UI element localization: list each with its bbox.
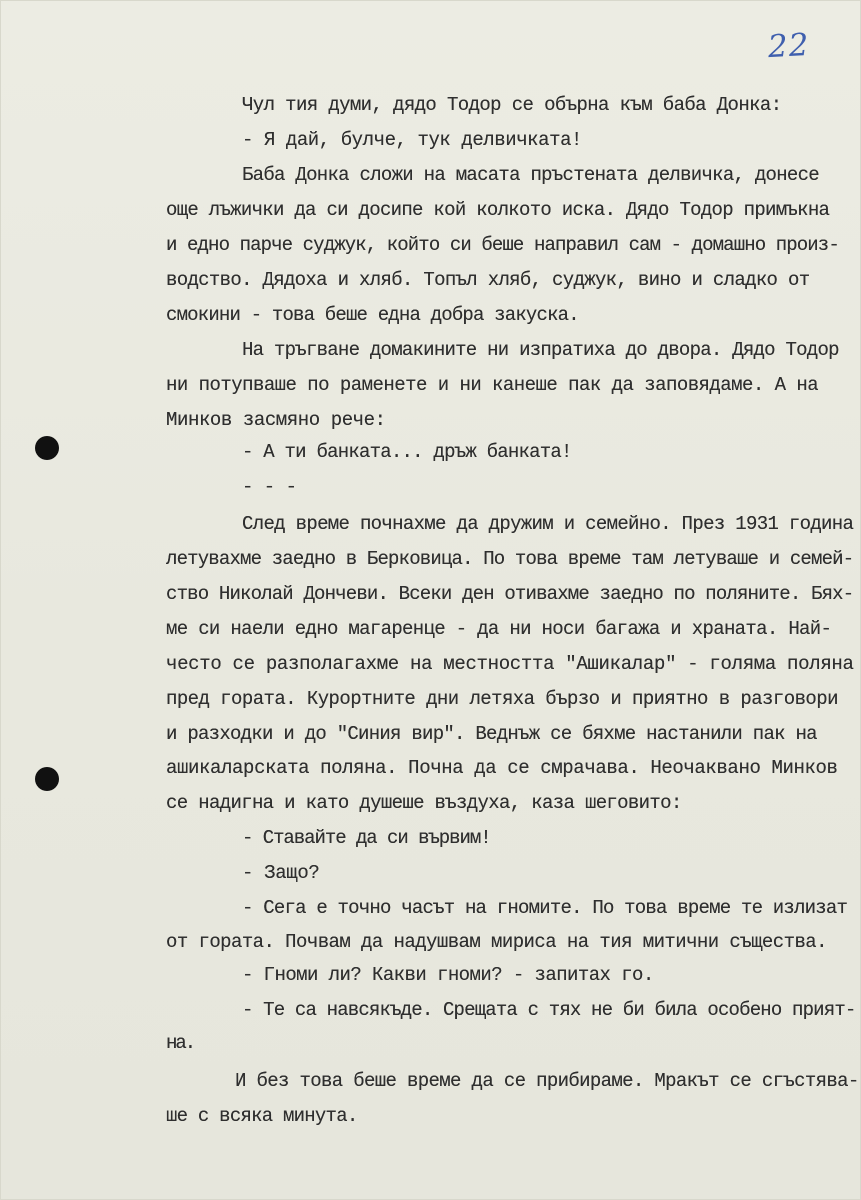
text-line: След време почнахме да дружим и семейно. През 1931 година [242, 513, 854, 535]
text-line: - Сега е точно часът на гномите. По това време те излизат [242, 897, 848, 919]
text-line: - Гноми ли? Какви гноми? - запитах го. [242, 964, 654, 986]
text-line: И без това беше време да се прибираме. Мракът се сгъстява- [235, 1070, 859, 1092]
text-line: ство Николай Дончеви. Всеки ден отивахме заедно по поляните. Бях- [166, 583, 854, 605]
text-line: - - - [242, 476, 297, 498]
text-line: ме си наели едно магаренце - да ни носи багажа и храната. Най- [166, 618, 832, 640]
text-line: ашикаларската поляна. Почна да се смрачава. Неочаквано Минков [166, 757, 838, 779]
text-line: се надигна и като душеше въздуха, каза шеговито: [166, 792, 682, 814]
text-line: Чул тия думи, дядо Тодор се обърна към баба Донка: [242, 94, 782, 116]
page-number: 22 [767, 26, 811, 66]
text-line: и едно парче суджук, който си беше направил сам - домашно произ- [166, 234, 839, 256]
text-line: летувахме заедно в Берковица. По това време там летуваше и семей- [166, 548, 854, 570]
text-line: Баба Донка сложи на масата пръстената делвичка, донесе [242, 164, 819, 186]
text-line: и разходки и до "Синия вир". Веднъж се бяхме настанили пак на [166, 723, 817, 745]
text-line: ни потупваше по раменете и ни канеше пак да заповядаме. А на [166, 374, 819, 396]
text-line: смокини - това беше една добра закуска. [166, 304, 579, 326]
text-line: - Те са навсякъде. Срещата с тях не би била особено прият- [242, 999, 856, 1021]
text-line: На тръгване домакините ни изпратиха до двора. Дядо Тодор [242, 339, 839, 361]
text-line: Минков засмяно рече: [166, 409, 386, 431]
text-line: на. [166, 1032, 195, 1054]
text-line: ше с всяка минута. [166, 1105, 358, 1127]
text-line: често се разполагахме на местността "Ашикалар" - голяма поляна [166, 653, 854, 675]
punch-hole [35, 436, 59, 460]
text-line: - Ставайте да си вървим! [242, 827, 491, 849]
text-line: - Защо? [242, 862, 320, 884]
text-line: - Я дай, булче, тук делвичката! [242, 129, 583, 151]
text-line: - А ти банката... дръж банката! [242, 441, 572, 463]
text-line: от гората. Почвам да надушвам мириса на тия митични същества. [166, 931, 827, 953]
text-line: още лъжички да си досипе кой колкото иска. Дядо Тодор примъкна [166, 199, 830, 221]
text-line: пред гората. Курортните дни летяха бързо и приятно в разговори [166, 688, 838, 710]
punch-hole [35, 767, 59, 791]
text-line: водство. Дядоха и хляб. Топъл хляб, суджук, вино и сладко от [166, 269, 810, 291]
